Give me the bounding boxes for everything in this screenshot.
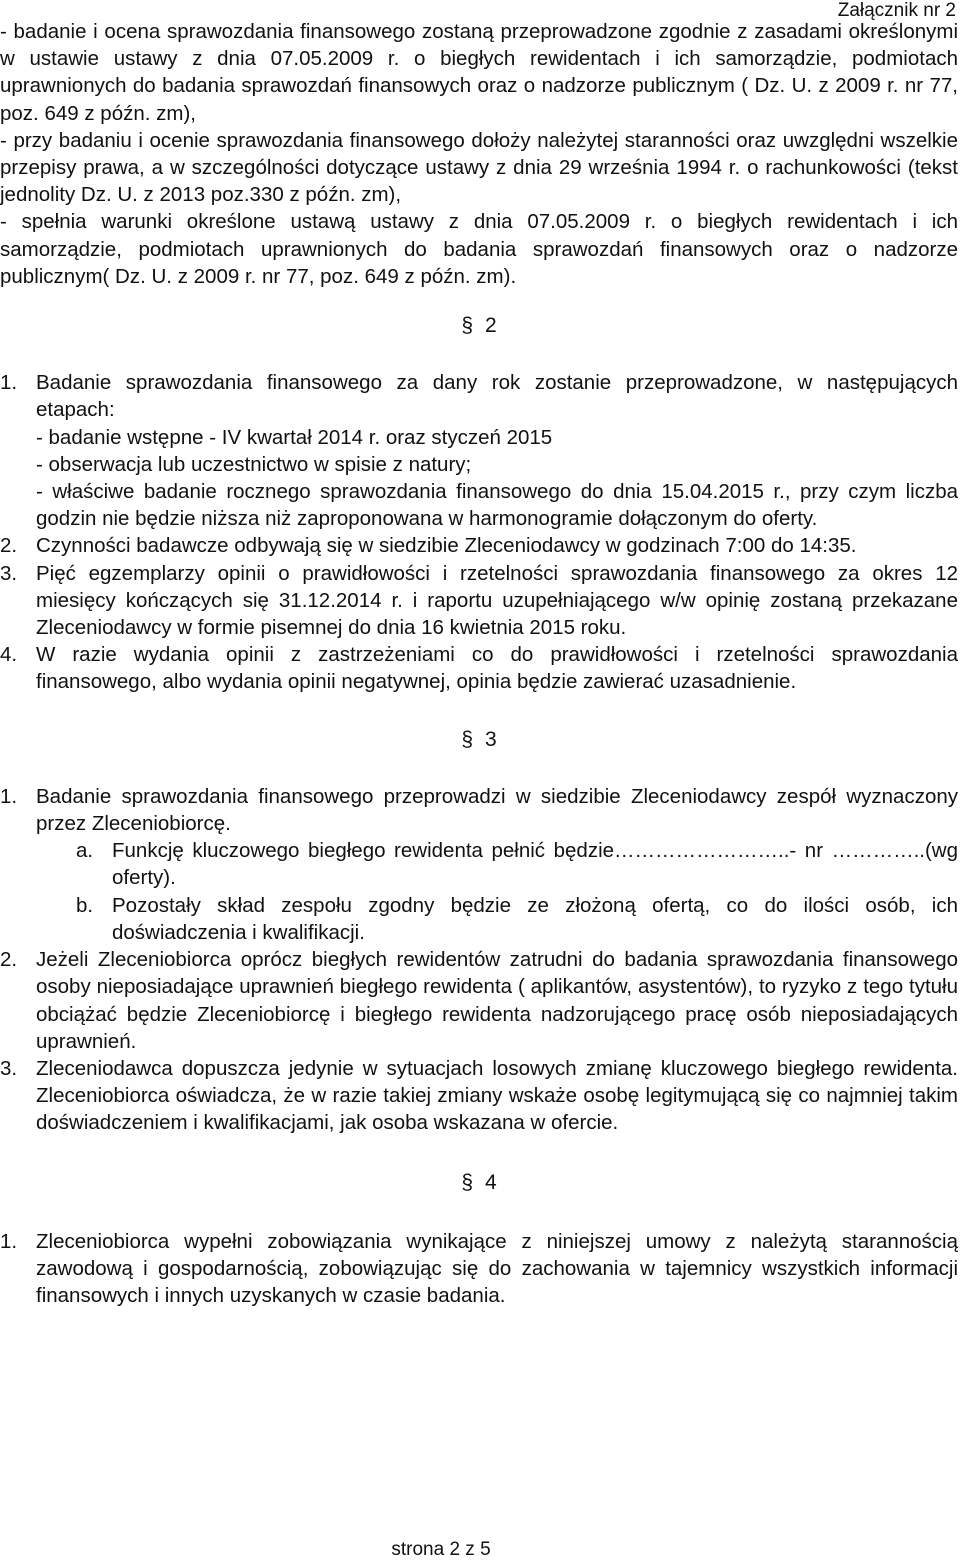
item-number: 4.: [0, 643, 18, 667]
item-text: W razie wydania opinii z zastrzeżeniami co do prawidłowości i rzetelności sprawozdania finansowego, albo wydania opinii negatywnej, opinia będzie zawierać uzasadnienie.: [36, 643, 958, 694]
item-text: Zleceniodawca dopuszcza jedynie w sytuacjach losowych zmianę kluczowego biegłego rewidenta. Zleceniobiorca oświadcza, że w razie takiej zmiany wskaże osobę legitymującą się co najmniej takim doświadczeniem i kwalifikacjami, jak osoba wskazana w ofercie.: [36, 1056, 958, 1135]
subitem-letter: a.: [76, 839, 94, 863]
document-body: [0, 18, 958, 1309]
section-number: 3: [485, 727, 497, 751]
section-heading-2: [0, 312, 958, 339]
section3-subitem-a: [0, 837, 958, 891]
section-number: 2: [485, 314, 497, 338]
item-text: Jeżeli Zleceniobiorca oprócz biegłych rewidentów zatrudni do badania sprawozdania finansowego osoby nieposiadające uprawnień biegłego rewidenta ( aplikantów, asystentów), to ryzyko z tego tytułu obciążać będzie Zleceniobiorcę i biegłego rewidenta nadzorującego pracę osób nieposiadających uprawnień.: [36, 948, 958, 1053]
section-heading-4: [0, 1169, 958, 1196]
intro-paragraph-2: - przy badaniu i ocenie sprawozdania finansowego dołoży należytej staranności oraz uwzględni wszelkie przepisy prawa, a w szczególności dotyczące ustawy z dnia 29 września 1994 r. o rachunkowości (tekst jednolity Dz. U. z 2013 poz.330 z późn. zm),: [0, 128, 958, 207]
item-text: Pięć egzemplarzy opinii o prawidłowości i rzetelności sprawozdania finansowego za okres 12 miesięcy kończących się 31.12.2014 r. i raportu uzupełniającego w/w opinię zostaną przekazane Zleceniodawcy w formie pisemnej do dnia 16 kwietnia 2015 roku.: [36, 561, 958, 640]
item-number: 2.: [0, 948, 18, 972]
subitem-letter: b.: [76, 893, 94, 917]
section-number: 4: [485, 1170, 497, 1194]
section-symbol: §: [461, 1170, 473, 1194]
stage-line: - obserwacja lub uczestnictwo w spisie z natury;: [36, 452, 472, 476]
section2-item-3: [0, 560, 958, 642]
subitem-text: Funkcję kluczowego biegłego rewidenta pełnić będzie……………………..- nr …………..(wg oferty).: [112, 839, 958, 890]
section-symbol: §: [461, 314, 473, 338]
intro-paragraph-1: - badanie i ocena sprawozdania finansowego zostaną przeprowadzone zgodnie z zasadami określonymi w ustawie ustawy z dnia 07.05.2009 r. o biegłych rewidentach i ich samorządzie, podmiotach uprawnionych do badania sprawozdań finansowych oraz o nadzorze publicznym ( Dz. U. z 2009 r. nr 77, poz. 649 z późn. zm),: [0, 20, 958, 125]
section2-item-1: [0, 369, 958, 532]
section2-item-2: [0, 532, 958, 559]
annex-label: Załącznik nr 2: [837, 0, 956, 21]
section4-item-1: [0, 1228, 958, 1310]
stage-line: - właściwe badanie rocznego sprawozdania finansowego do dnia 15.04.2015 r., przy czym liczba godzin nie będzie niższa niż zaproponowana w harmonogramie dołączonym do oferty.: [36, 480, 958, 531]
section3-item-2: [0, 946, 958, 1055]
item-number: 2.: [0, 534, 18, 558]
item-text: Badanie sprawozdania finansowego przeprowadzi w siedzibie Zleceniodawcy zespół wyznaczony przez Zleceniobiorcę.: [36, 784, 958, 836]
section-symbol: §: [461, 727, 473, 751]
item-text: Czynności badawcze odbywają się w siedzibie Zleceniodawcy w godzinach 7:00 do 14:35.: [36, 534, 857, 558]
item-text: Zleceniobiorca wypełni zobowiązania wynikające z niniejszej umowy z należytą starannością zawodową i gospodarnością, zobowiązując się do zachowania w tajemnicy wszystkich informacji finansowych i innych uzyskanych w czasie badania.: [36, 1229, 958, 1308]
section3-item-1: [0, 783, 958, 837]
item-number: 1.: [0, 1229, 18, 1253]
item-number: 3.: [0, 1056, 18, 1080]
item-number: 1.: [0, 371, 18, 395]
subitem-text: Pozostały skład zespołu zgodny będzie ze złożoną ofertą, co do ilości osób, ich doświadczenia i kwalifikacji.: [112, 893, 958, 944]
item-number: 1.: [0, 784, 18, 808]
item-text: Badanie sprawozdania finansowego za dany rok zostanie przeprowadzone, w następujących etapach:: [36, 371, 958, 422]
item-number: 3.: [0, 561, 18, 585]
section-heading-3: [0, 726, 958, 753]
intro-paragraph-3: - spełnia warunki określone ustawą ustawy z dnia 07.05.2009 r. o biegłych rewidentach i ich samorządzie, podmiotach uprawnionych do badania sprawozdań finansowych oraz o nadzorze publicznym( Dz. U. z 2009 r. nr 77, poz. 649 z późn. zm).: [0, 210, 958, 288]
page-footer: strona 2 z 5: [391, 1539, 491, 1560]
section3-item-3: [0, 1055, 958, 1137]
stage-line: - badanie wstępne - IV kwartał 2014 r. oraz styczeń 2015: [36, 425, 553, 449]
section2-item-4: [0, 641, 958, 695]
section3-subitem-b: [0, 892, 958, 946]
